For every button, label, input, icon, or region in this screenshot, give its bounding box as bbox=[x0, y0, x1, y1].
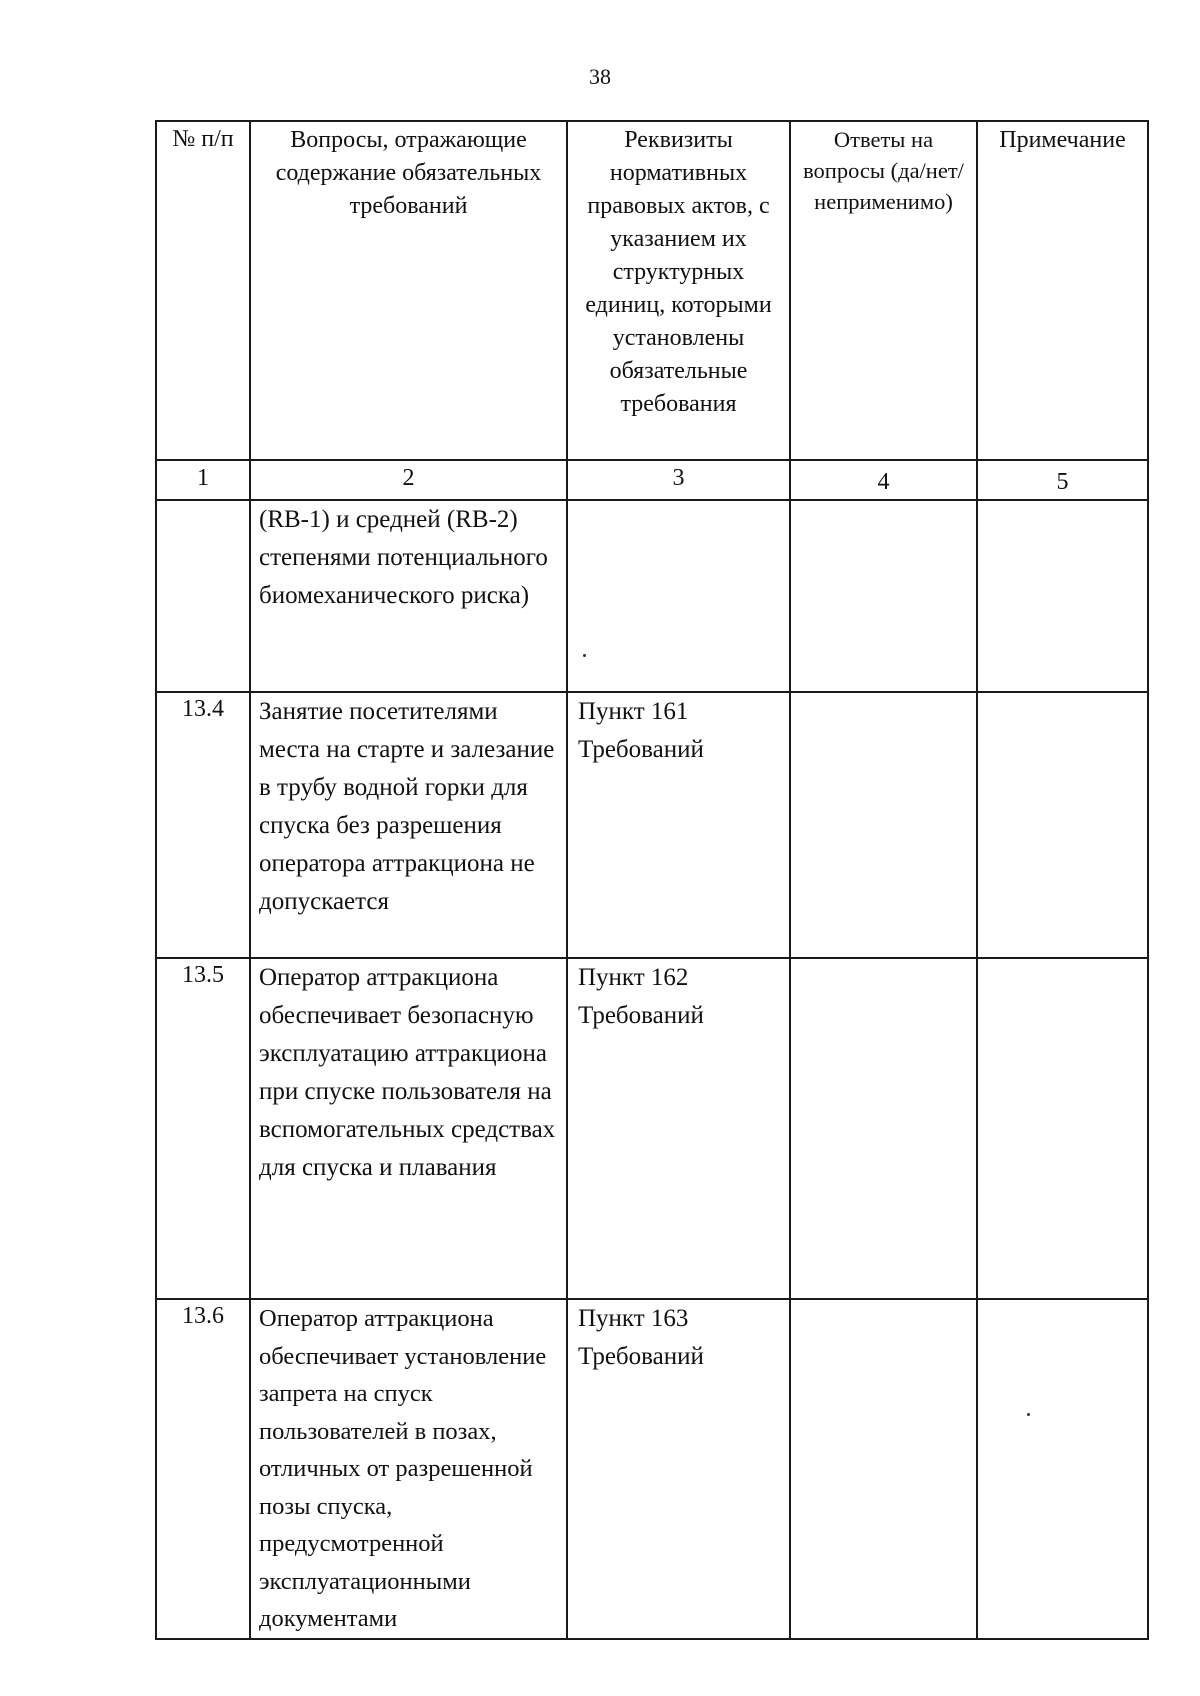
checklist-table bbox=[155, 120, 1149, 1640]
row-number bbox=[156, 500, 250, 692]
row-reference: Пункт 163 Требований bbox=[567, 1299, 790, 1639]
row-question: Оператор аттракциона обеспечивает установление запрета на спуск пользователей в позах, отличных от разрешенной позы спуска, предусмотренной эксплуатационными документами bbox=[250, 1299, 567, 1639]
row-number: 13.5 bbox=[156, 958, 250, 1299]
column-number-2: 2 bbox=[250, 460, 567, 500]
table-row bbox=[156, 500, 1148, 692]
table-row bbox=[156, 692, 1148, 958]
row-question: Оператор аттракциона обеспечивает безопасную эксплуатацию аттракциона при спуске пользователя на вспомогательных средствах для спуска и плавания bbox=[250, 958, 567, 1299]
row-answer bbox=[790, 1299, 977, 1639]
row-reference: Пункт 162 Требований bbox=[567, 958, 790, 1299]
column-number-4: 4 bbox=[790, 460, 977, 500]
row-number: 13.4 bbox=[156, 692, 250, 958]
header-number: № п/п bbox=[156, 121, 250, 460]
header-legal-references: Реквизиты нормативных правовых актов, с указанием их структурных единиц, которыми установлены обязательные требования bbox=[567, 121, 790, 460]
table-row bbox=[156, 958, 1148, 1299]
column-number-5: 5 bbox=[977, 460, 1148, 500]
column-numbers-row bbox=[156, 460, 1148, 500]
header-note: Примечание bbox=[977, 121, 1148, 460]
scan-speck bbox=[583, 654, 586, 657]
header-answers: Ответы на вопросы (да/нет/ неприменимо) bbox=[790, 121, 977, 460]
row-note bbox=[977, 692, 1148, 958]
row-answer bbox=[790, 692, 977, 958]
row-reference bbox=[567, 500, 790, 692]
row-reference: Пункт 161 Требований bbox=[567, 692, 790, 958]
row-note bbox=[977, 958, 1148, 1299]
row-answer bbox=[790, 958, 977, 1299]
table-row bbox=[156, 1299, 1148, 1639]
header-questions: Вопросы, отражающие содержание обязательных требований bbox=[250, 121, 567, 460]
row-answer bbox=[790, 500, 977, 692]
scan-speck bbox=[1027, 1413, 1030, 1416]
page-number: 38 bbox=[589, 64, 611, 89]
row-question: (RB-1) и средней (RB-2) степенями потенциального биомеханического риска) bbox=[250, 500, 567, 692]
row-number: 13.6 bbox=[156, 1299, 250, 1639]
column-number-1: 1 bbox=[156, 460, 250, 500]
row-note bbox=[977, 1299, 1148, 1639]
row-note bbox=[977, 500, 1148, 692]
row-question: Занятие посетителями места на старте и залезание в трубу водной горки для спуска без разрешения оператора аттракциона не допускается bbox=[250, 692, 567, 958]
table-header-row bbox=[156, 121, 1148, 460]
column-number-3: 3 bbox=[567, 460, 790, 500]
